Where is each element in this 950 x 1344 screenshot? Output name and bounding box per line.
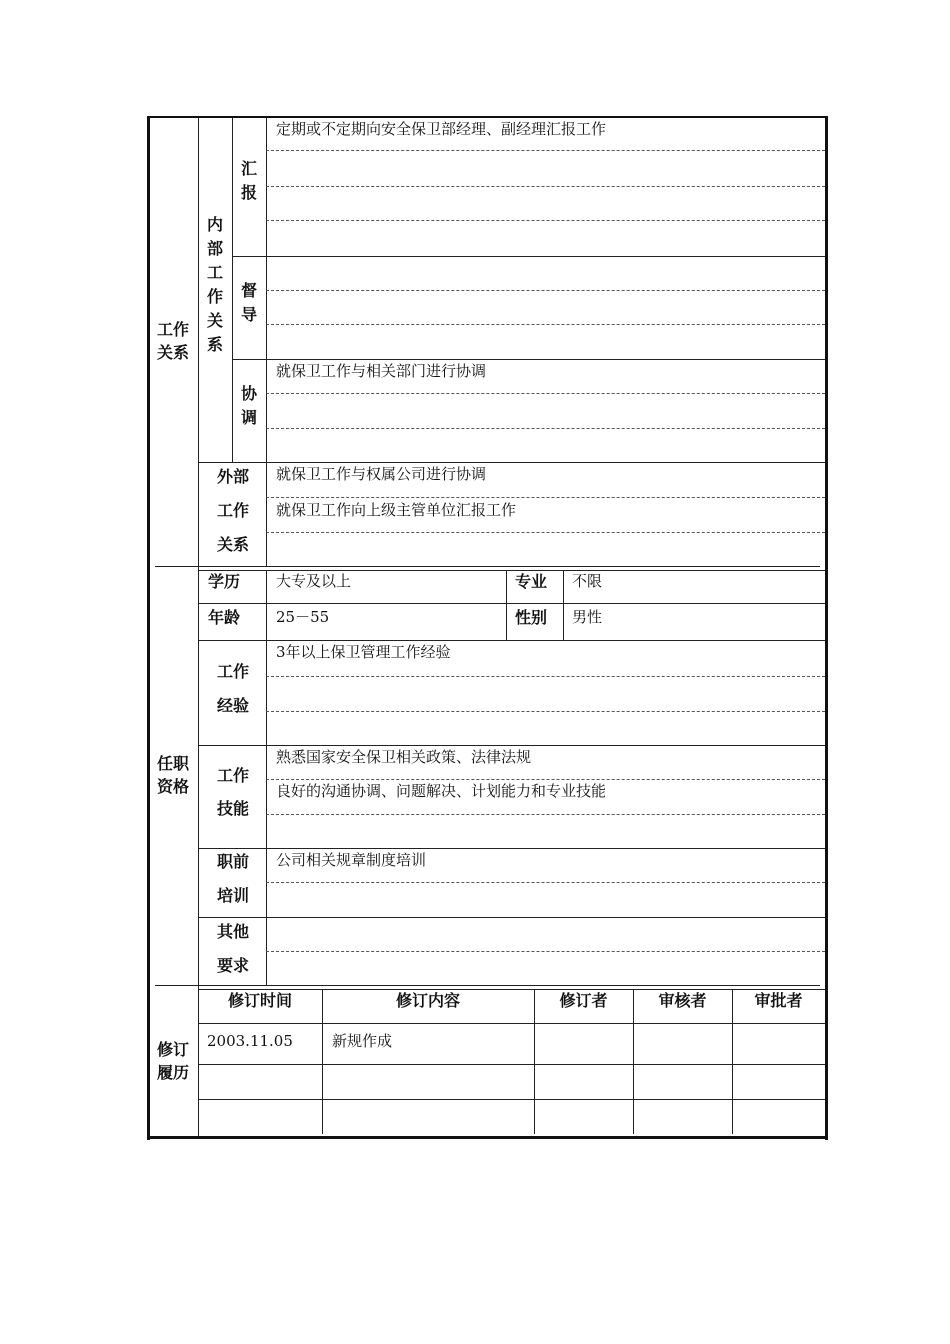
table-right-border — [825, 116, 828, 1140]
skills-bottom-line — [198, 848, 825, 849]
supervise-label: 督导 — [240, 281, 257, 324]
gender-label: 性别 — [514, 608, 547, 627]
education-value: 大专及以上 — [276, 572, 352, 590]
report-dash-3 — [266, 220, 825, 221]
internal-relations-label: 内部工作关系 — [206, 215, 223, 354]
skills-label-2: 技能 — [216, 799, 249, 818]
external-line-1: 就保卫工作与权属公司进行协调 — [276, 465, 487, 483]
skills-dash-1 — [266, 779, 825, 780]
revision-row-1-date: 2003.11.05 — [207, 1032, 293, 1050]
report-line-1: 定期或不定期向安全保卫部经理、副经理汇报工作 — [276, 120, 607, 138]
coordinate-dash-1 — [266, 393, 825, 394]
supervise-dash-1 — [266, 290, 825, 291]
report-bottom-line — [232, 256, 825, 257]
experience-dash-2 — [266, 711, 825, 712]
coordinate-label: 协调 — [240, 384, 257, 427]
report-dash-1 — [266, 150, 825, 151]
external-label-1: 外部 — [216, 467, 249, 486]
revision-row-1-bottom-line — [198, 1064, 825, 1065]
other-label-2: 要求 — [216, 956, 249, 975]
experience-line-1: 3年以上保卫管理工作经验 — [276, 643, 451, 661]
supervise-dash-2 — [266, 324, 825, 325]
experience-label-1: 工作 — [216, 662, 249, 681]
skills-label-1: 工作 — [216, 766, 249, 785]
other-label-1: 其他 — [216, 922, 249, 941]
gender-value: 男性 — [572, 608, 603, 626]
work-relations-label: 工作关系 — [156, 320, 189, 362]
revision-header-reviewer: 审核者 — [658, 991, 707, 1010]
revision-header-reviser: 修订者 — [559, 991, 608, 1010]
table-top-border — [147, 116, 828, 118]
experience-dash-1 — [266, 676, 825, 677]
skills-line-1: 熟悉国家安全保卫相关政策、法律法规 — [276, 748, 532, 766]
education-label: 学历 — [207, 572, 240, 591]
revision-header-date: 修订时间 — [227, 991, 292, 1010]
table-left-border — [147, 116, 150, 1140]
revision-header-bottom-line — [198, 1023, 825, 1024]
external-dash-2 — [266, 532, 825, 533]
training-label-1: 职前 — [216, 852, 249, 871]
experience-label-2: 经验 — [216, 696, 249, 715]
major-value: 不限 — [572, 572, 603, 590]
revision-row-2-bottom-line — [198, 1099, 825, 1100]
training-line-1: 公司相关规章制度培训 — [276, 851, 427, 869]
major-divider-right — [563, 570, 564, 640]
skills-line-2: 良好的沟通协调、问题解决、计划能力和专业技能 — [276, 782, 607, 800]
external-dash-1 — [266, 497, 825, 498]
skills-dash-2 — [266, 814, 825, 815]
revision-header-content: 修订内容 — [395, 991, 460, 1010]
experience-bottom-line — [198, 745, 825, 746]
table-bottom-border — [147, 1136, 828, 1139]
supervise-bottom-line — [232, 359, 825, 360]
training-bottom-line — [198, 917, 825, 918]
education-bottom-line — [198, 603, 825, 604]
major-label: 专业 — [514, 572, 547, 591]
external-line-2: 就保卫工作向上级主管单位汇报工作 — [276, 501, 517, 519]
external-label-2: 工作 — [216, 501, 249, 520]
age-value: 25－55 — [276, 608, 330, 626]
section-separator-1 — [155, 566, 820, 567]
training-dash-1 — [266, 882, 825, 883]
external-label-3: 关系 — [216, 535, 249, 554]
other-dash-1 — [266, 951, 825, 952]
age-label: 年龄 — [207, 608, 240, 627]
revision-history-label: 修订履历 — [156, 1040, 189, 1082]
training-label-2: 培训 — [216, 886, 249, 905]
internal-label-divider — [232, 118, 233, 462]
section-separator-2b — [198, 989, 825, 990]
content-divider-lower — [266, 570, 267, 985]
qualifications-label: 任职资格 — [156, 754, 189, 796]
coordinate-dash-2 — [266, 428, 825, 429]
revision-row-1-content: 新规作成 — [332, 1032, 393, 1050]
section-separator-2 — [155, 985, 820, 986]
revision-header-approver: 审批者 — [754, 991, 803, 1010]
report-label: 汇报 — [240, 159, 257, 202]
internal-bottom-line — [198, 462, 825, 463]
age-bottom-line — [198, 640, 825, 641]
coordinate-line-1: 就保卫工作与相关部门进行协调 — [276, 362, 487, 380]
report-dash-2 — [266, 186, 825, 187]
